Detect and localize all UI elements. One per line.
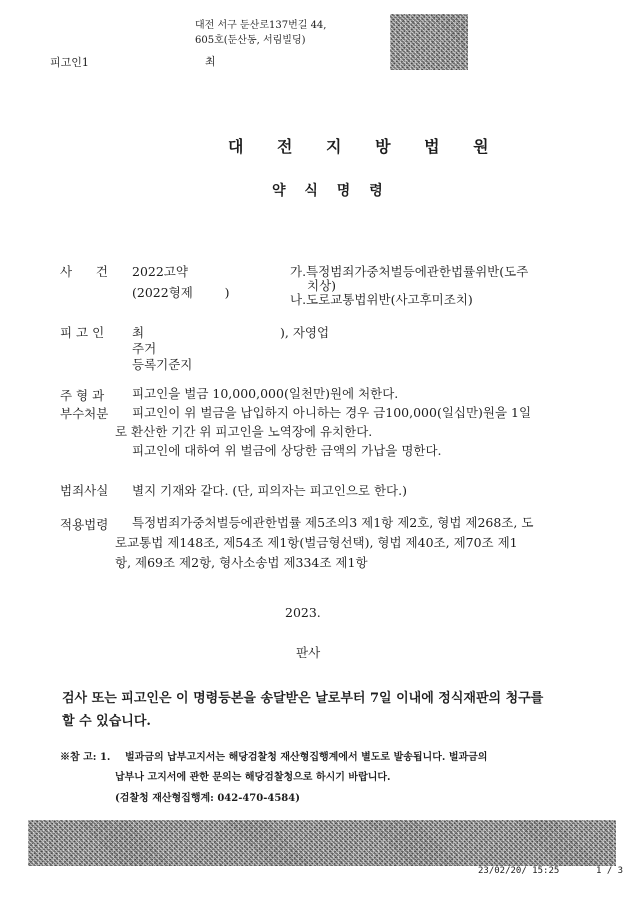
defendant-label: 피 고 인 — [60, 325, 105, 340]
charge-b: 나.도로교통법위반(사고후미조치) — [290, 292, 473, 307]
laws-label: 적용법령 — [60, 517, 109, 532]
defendant-occupation: ), 자영업 — [280, 325, 330, 340]
notice-line-2: 할 수 있습니다. — [62, 714, 151, 729]
scan-noise-band — [28, 820, 616, 866]
address-line-2: 605호(둔산동, 서림빌딩) — [195, 35, 306, 46]
facts-text: 별지 기재와 같다. (단, 피의자는 피고인으로 한다.) — [132, 483, 407, 498]
footer-page-number: 1 / 3 — [596, 866, 624, 876]
reference-prefix: ※참 고: 1. — [60, 752, 111, 763]
charge-a: 가.특정범죄가중처벌등에관한법률위반(도주 — [290, 264, 529, 279]
address-line-1: 대전 서구 둔산로137번길 44, — [195, 20, 327, 31]
court-name: 대 전 지 방 법 원 — [228, 137, 503, 156]
charge-a-cont: 치상) — [307, 278, 337, 293]
reference-line-3: (검찰청 재산형집행계: 042-470-4584) — [115, 793, 300, 804]
issue-date: 2023. — [285, 605, 321, 620]
case-number: 2022고약 — [132, 264, 188, 279]
notice-line-1: 검사 또는 피고인은 이 명령등본을 송달받은 날로부터 7일 이내에 정식재판의 청구를 — [62, 691, 544, 706]
case-reference: (2022형제 ) — [132, 285, 230, 300]
case-label: 사 건 — [60, 264, 108, 279]
laws-line-3: 항, 제69조 제2항, 형사소송법 제334조 제1항 — [115, 555, 368, 570]
facts-label: 범죄사실 — [60, 483, 109, 498]
laws-line-2: 로교통법 제148조, 제54조 제1항(벌금형선택), 형법 제40조, 제70조 제1 — [115, 535, 518, 550]
laws-line-1: 특정범죄가중처벌등에관한법률 제5조의3 제1항 제2호, 형법 제268조, 도 — [132, 515, 534, 530]
sentence-label-1: 주 형 과 — [60, 388, 105, 403]
defendant-registry-label: 등록기준지 — [132, 357, 193, 372]
sentence-label-2: 부수처분 — [60, 406, 109, 421]
reference-line-2: 납부나 고지서에 관한 문의는 해당검찰청으로 하시기 바랍니다. — [115, 772, 391, 783]
sentence-line-2: 피고인이 위 벌금을 납입하지 아니하는 경우 금100,000(일십만)원을 1일 — [132, 405, 532, 420]
reference-line-1: 벌과금의 납부고지서는 해당검찰청 재산형집행계에서 별도로 발송됩니다. 벌과금의 — [125, 752, 488, 763]
sentence-line-3: 로 환산한 기간 위 피고인을 노역장에 유치한다. — [115, 424, 373, 439]
judge-label: 판사 — [296, 645, 321, 660]
defendant-address-label: 주거 — [132, 341, 157, 356]
sentence-line-4: 피고인에 대하여 위 벌금에 상당한 금액의 가납을 명한다. — [132, 443, 442, 458]
party-label: 피고인1 — [50, 56, 89, 69]
defendant-name: 최 — [132, 325, 145, 340]
sentence-line-1: 피고인을 벌금 10,000,000(일천만)원에 처한다. — [132, 386, 399, 401]
footer-timestamp: 23/02/20/ 15:25 — [478, 866, 560, 876]
redaction-block — [390, 14, 468, 70]
party-name: 최 — [205, 55, 216, 68]
document-title: 약 식 명 령 — [272, 183, 390, 199]
